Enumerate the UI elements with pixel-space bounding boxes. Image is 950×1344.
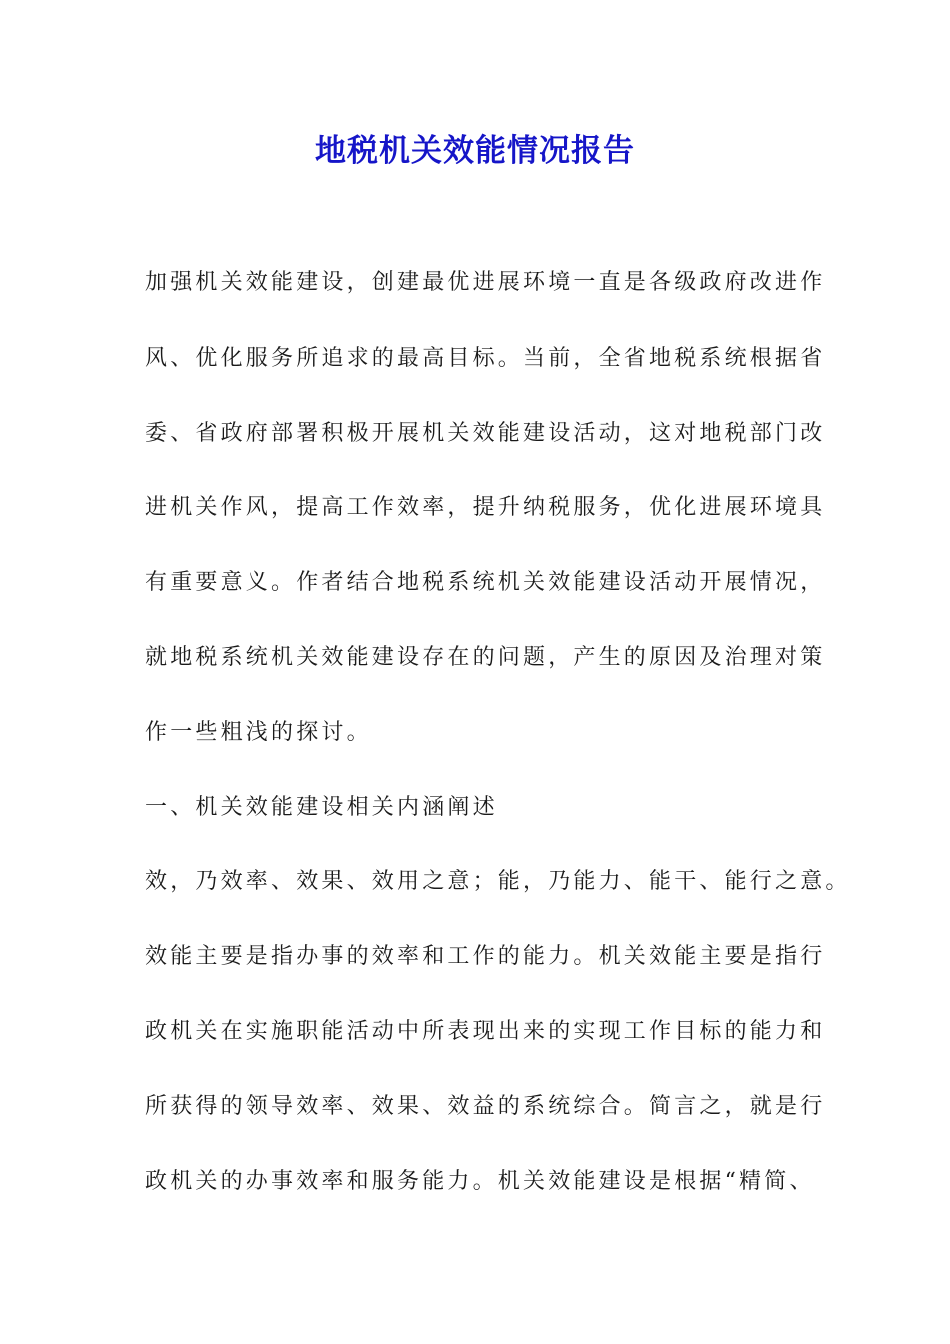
section-heading: 一、机关效能建设相关内涵阐述: [145, 795, 498, 820]
paragraph-line: 就地税系统机关效能建设存在的问题，产生的原因及治理对策: [145, 645, 826, 670]
paragraph-line: 政机关在实施职能活动中所表现出来的实现工作目标的能力和: [145, 1019, 826, 1044]
paragraph-line: 效，乃效率、效果、效用之意；能，乃能力、能干、能行之意。: [145, 869, 851, 894]
paragraph-line: 效能主要是指办事的效率和工作的能力。机关效能主要是指行: [145, 944, 826, 969]
document-title: 地税机关效能情况报告: [315, 133, 635, 169]
paragraph-line: 政机关的办事效率和服务能力。机关效能建设是根据“精简、: [145, 1169, 815, 1194]
paragraph-line: 作一些粗浅的探讨。: [145, 720, 372, 745]
paragraph-line: 进机关作风，提高工作效率，提升纳税服务，优化进展环境具: [145, 495, 826, 520]
paragraph-line: 所获得的领导效率、效果、效益的系统综合。简言之，就是行: [145, 1094, 826, 1119]
paragraph-line: 有重要意义。作者结合地税系统机关效能建设活动开展情况，: [145, 570, 826, 595]
paragraph-line: 加强机关效能建设，创建最优进展环境一直是各级政府改进作: [145, 270, 826, 295]
paragraph-line: 风、优化服务所追求的最高目标。当前，全省地税系统根据省: [145, 346, 826, 371]
paragraph-line: 委、省政府部署积极开展机关效能建设活动，这对地税部门改: [145, 421, 826, 446]
